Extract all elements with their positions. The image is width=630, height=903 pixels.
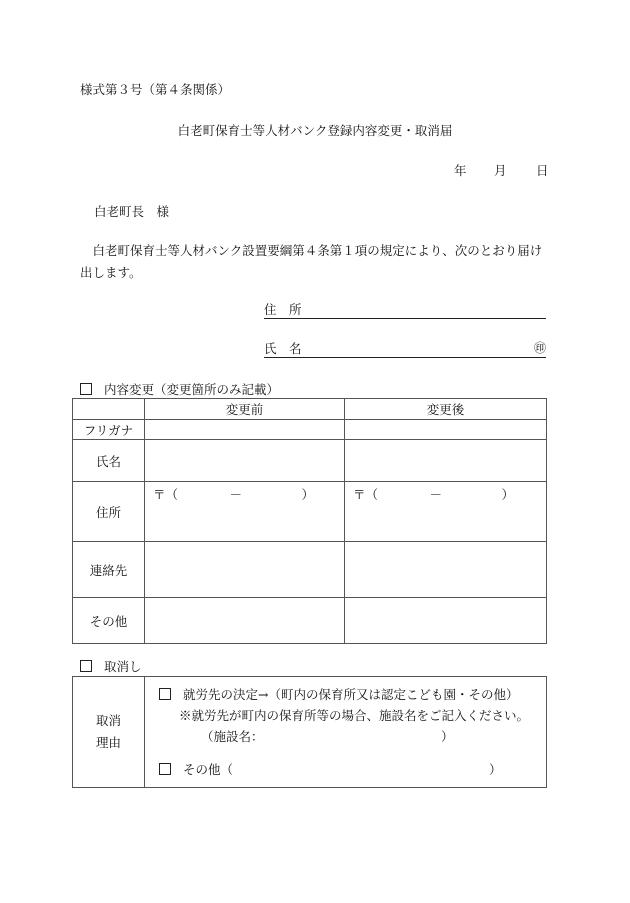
- form-number: 様式第３号（第４条関係）: [80, 82, 231, 97]
- applicant-address-field[interactable]: [264, 300, 546, 319]
- name-label: 氏名: [73, 440, 145, 482]
- contact-before-input[interactable]: [145, 542, 345, 598]
- job-decided-label: 就労先の決定→（町内の保育所又は認定こども園・その他）: [183, 687, 519, 702]
- other-reason-input[interactable]: [241, 758, 481, 774]
- date-year-label: 年: [454, 163, 467, 178]
- other-after-input[interactable]: [345, 598, 547, 644]
- address-before-input[interactable]: [145, 482, 345, 542]
- other-checkbox[interactable]: [159, 763, 171, 775]
- furigana-label: フリガナ: [73, 420, 145, 440]
- applicant-address-label: 住 所: [264, 302, 302, 317]
- name-row: [73, 440, 547, 482]
- postal-mark-icon: 〒: [353, 487, 366, 502]
- change-section-title: 内容変更（変更箇所のみ記載）: [104, 382, 280, 397]
- cancel-reason-options: [145, 677, 547, 788]
- addressee: 白老町長 様: [94, 204, 170, 219]
- facility-close: ）: [441, 729, 454, 744]
- applicant-name-field[interactable]: [264, 339, 546, 358]
- facility-note: ※就労先が町内の保育所等の場合、施設名をご記入ください。: [179, 708, 530, 723]
- cancel-section-title: 取消し: [104, 659, 142, 674]
- address-label: 住所: [73, 482, 145, 542]
- date-day-label: 日: [536, 163, 549, 178]
- cancel-reason-label: 取消 理由: [73, 677, 145, 788]
- furigana-before-input[interactable]: [145, 420, 345, 440]
- other-close: ）: [489, 762, 502, 777]
- address-row: [73, 482, 547, 542]
- seal-mark: ㊞: [533, 341, 546, 355]
- date-month-label: 月: [494, 163, 507, 178]
- other-before-input[interactable]: [145, 598, 345, 644]
- name-before-input[interactable]: [145, 440, 345, 482]
- document-title: 白老町保育士等人材バンク登録内容変更・取消届: [177, 123, 453, 138]
- cancel-checkbox[interactable]: [80, 660, 92, 672]
- column-before-header: 変更前: [145, 399, 345, 420]
- other-option-label: その他（: [183, 762, 234, 777]
- contact-row: [73, 542, 547, 598]
- facility-label: （施設名：: [201, 729, 264, 744]
- applicant-name-label: 氏 名: [264, 341, 302, 356]
- change-section-heading: [80, 380, 279, 398]
- furigana-after-input[interactable]: [345, 420, 547, 440]
- name-after-input[interactable]: [345, 440, 547, 482]
- contact-label: 連絡先: [73, 542, 145, 598]
- other-row: [73, 598, 547, 644]
- cancel-section-heading: [80, 657, 142, 675]
- job-decided-option[interactable]: [159, 685, 518, 703]
- change-checkbox[interactable]: [80, 383, 92, 395]
- cancel-table: [72, 676, 547, 788]
- column-after-header: 変更後: [345, 399, 547, 420]
- other-option[interactable]: [159, 760, 233, 778]
- facility-name-input[interactable]: [275, 725, 435, 741]
- furigana-row: [73, 420, 547, 440]
- postal-code-before: 〒（ － ）: [153, 487, 315, 502]
- table-header-row: [73, 399, 547, 420]
- header-empty-cell: [73, 399, 145, 420]
- postal-mark-icon: 〒: [153, 487, 166, 502]
- job-decided-checkbox[interactable]: [159, 688, 171, 700]
- postal-code-after: 〒（ － ）: [353, 487, 515, 502]
- body-text: 白老町保育士等人材バンク設置要綱第４条第１項の規定により、次のとおり届け出します。: [80, 243, 543, 280]
- contact-after-input[interactable]: [345, 542, 547, 598]
- address-after-input[interactable]: [345, 482, 547, 542]
- change-table: [72, 398, 547, 644]
- other-label: その他: [73, 598, 145, 644]
- cancel-reason-row: [73, 677, 547, 788]
